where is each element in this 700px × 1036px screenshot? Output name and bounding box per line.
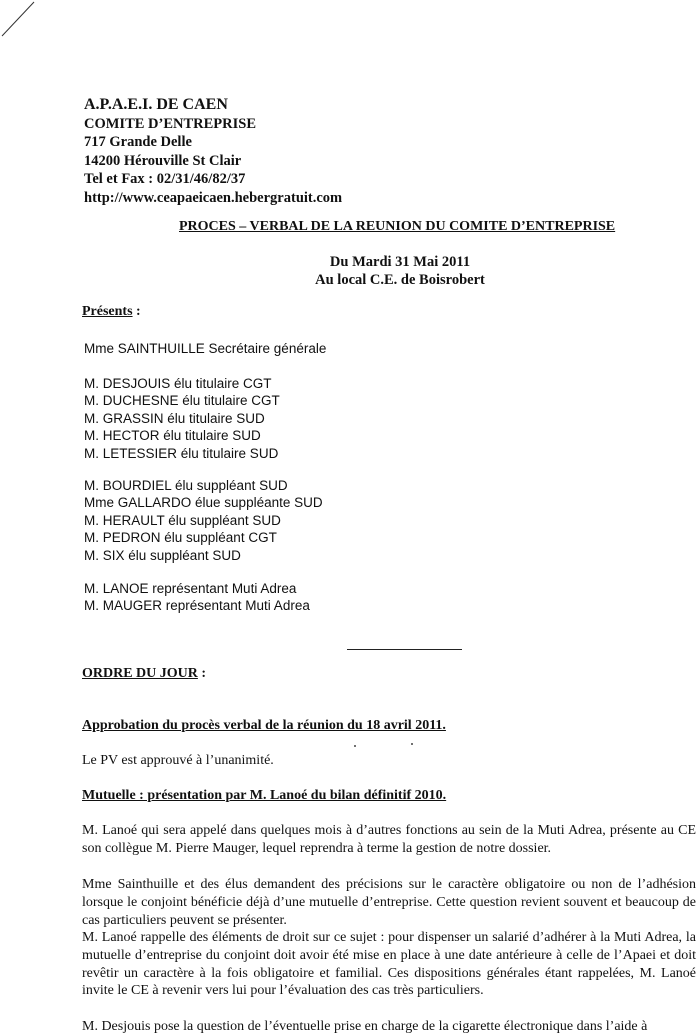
paragraph: M. Lanoé rappelle des éléments de droit sur ce sujet : pour dispenser un salarié d’adhérer à la Muti Adrea, la mutuelle d’entreprise du conjoint doit avoir été mise en place à une date antérieure à celle de l’Apaei et doit revêtir un caractère à la fois obligatoire et familial. Ces dispositions générales étant rappelées, M. Lanoé invite le CE à revenir vers lui pour l’évaluation des cas très particuliers.	[82, 930, 696, 999]
agenda-item-1-title	[82, 718, 446, 734]
agenda-heading-colon: :	[197, 666, 207, 681]
agenda-item-2-title	[82, 788, 446, 804]
pen-stroke-mark	[0, 0, 40, 40]
list-item: M. SIX élu suppléant SUD	[84, 547, 241, 563]
scan-speck	[354, 745, 356, 747]
presents-heading	[82, 304, 141, 320]
agenda-item-1-title-text: Approbation du procès verbal de la réunion du 18 avril 2011.	[82, 718, 446, 733]
agenda-item-1-text: Le PV est approuvé à l’unanimité.	[82, 753, 274, 768]
list-item: M. DESJOUIS élu titulaire CGT	[84, 376, 272, 391]
list-item: M. MAUGER représentant Muti Adrea	[84, 598, 310, 614]
list-item: M. PEDRON élu suppléant CGT	[84, 530, 277, 546]
meeting-info	[50, 253, 700, 289]
document-title: PROCES – VERBAL DE LA REUNION DU COMITE D’ENTREPRISE	[179, 219, 616, 234]
representants-list	[84, 580, 310, 615]
paragraph: M. Lanoé qui sera appelé dans quelques mois à d’autres fonctions au sein de la Muti Adrea, présente au CE son collègue M. Pierre Mauger, lequel reprendra à terme la gestion de notre dossier.	[82, 823, 696, 856]
agenda-item-2-title-text: Mutuelle : présentation par M. Lanoé du bilan définitif 2010.	[82, 788, 447, 803]
list-item: M. BOURDIEL élu suppléant SUD	[84, 478, 288, 493]
city-address: 14200 Hérouville St Clair	[84, 152, 242, 169]
meeting-place: Au local C.E. de Boisrobert	[315, 272, 485, 288]
paragraph: M. Desjouis pose la question de l’éventuelle prise en charge de la cigarette électronique dans l’aide à	[82, 1019, 648, 1034]
street-address: 717 Grande Delle	[84, 134, 192, 150]
section-divider	[347, 649, 462, 650]
list-item: M. LETESSIER élu titulaire SUD	[84, 445, 279, 461]
agenda-heading-label: ORDRE DU JOUR	[82, 666, 198, 681]
committee-name: COMITE D’ENTREPRISE	[84, 115, 257, 132]
presents-heading-colon: :	[132, 304, 141, 319]
list-item: M. LANOE représentant Muti Adrea	[84, 581, 297, 596]
list-item: M. HERAULT élu suppléant SUD	[84, 512, 281, 528]
org-name: A.P.A.E.I. DE CAEN	[84, 96, 228, 113]
list-item: M. HECTOR élu titulaire SUD	[84, 428, 261, 444]
list-item: M. GRASSIN élu titulaire SUD	[84, 410, 265, 426]
phone-fax: Tel et Fax : 02/31/46/82/37	[84, 171, 246, 187]
list-item: M. DUCHESNE élu titulaire CGT	[84, 393, 280, 409]
titulaires-list	[84, 375, 280, 462]
meeting-date: Du Mardi 31 Mai 2011	[329, 254, 471, 270]
suppleants-list	[84, 477, 323, 564]
secretary-line	[84, 340, 326, 357]
presents-heading-label: Présents	[82, 304, 133, 319]
list-item: Mme GALLARDO élue suppléante SUD	[84, 495, 323, 511]
website-url: http://www.ceapaeicaen.hebergratuit.com	[84, 189, 343, 206]
paragraph: Mme Sainthuille et des élus demandent des précisions sur le caractère obligatoire ou non de l’adhésion lorsque le conjoint bénéficie déjà d’une mutuelle d’entreprise. Cette question revient souvent et beaucoup de cas particuliers peuvent se présenter.	[82, 877, 696, 928]
letterhead	[84, 96, 342, 207]
agenda-heading	[82, 666, 206, 682]
list-item: Mme SAINTHUILLE Secrétaire générale	[84, 341, 327, 356]
scan-speck	[411, 743, 413, 745]
